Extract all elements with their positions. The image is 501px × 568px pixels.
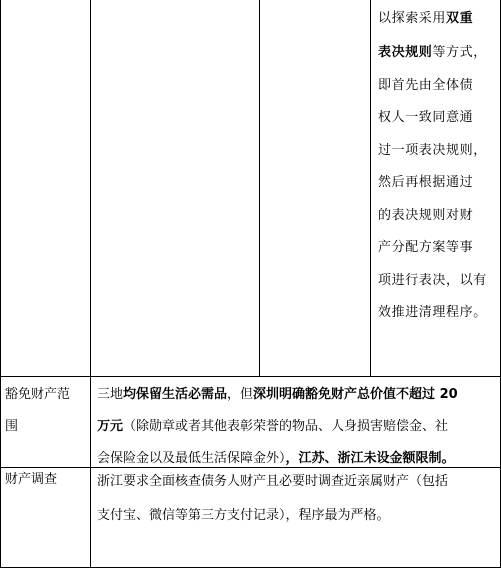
row-label-property-investigation: 财产调查	[5, 472, 58, 487]
cell-line: 以探索采用双重	[378, 11, 474, 26]
cell-line: 万元（除勋章或者其他表彰荣誉的物品、人身损害赔偿金、社	[97, 419, 449, 434]
column-divider-2	[259, 0, 260, 376]
cell-line: 项进行表决，以有	[378, 272, 487, 288]
cell-line: 浙江要求全面核查债务人财产且必要时调查近亲属财产（包括	[97, 474, 449, 489]
column-divider-3	[370, 0, 371, 376]
column-divider-1	[90, 0, 91, 568]
cell-line: 权人一致同意通	[378, 110, 474, 125]
table-border-left	[0, 0, 1, 568]
cell-line: 支付宝、微信等第三方支付记录），程序最为严格。	[97, 508, 390, 523]
cell-line: 即首先由全体债	[378, 77, 474, 93]
cell-line: 效推进清理程序。	[378, 305, 487, 320]
cell-line: 三地均保留生活必需品，但深圳明确豁免财产总价值不超过 20	[97, 387, 458, 402]
row-content-exempt-property	[97, 379, 497, 475]
cell-line: 会保险金以及最低生活保障金外），江苏、浙江未设金额限制。	[97, 451, 455, 466]
row-label-exempt-property: 豁免财产范 围	[5, 387, 71, 434]
voting-rule-cell	[378, 0, 496, 330]
cell-line: 的表决规则对财	[378, 207, 474, 223]
cell-line: 表决规则等方式，	[378, 45, 487, 60]
row-content-property-investigation	[97, 465, 497, 533]
cell-line: 然后再根据通过	[378, 175, 474, 190]
cell-line: 过一项表决规则，	[378, 142, 487, 158]
cell-line: 产分配方案等事	[378, 240, 474, 255]
